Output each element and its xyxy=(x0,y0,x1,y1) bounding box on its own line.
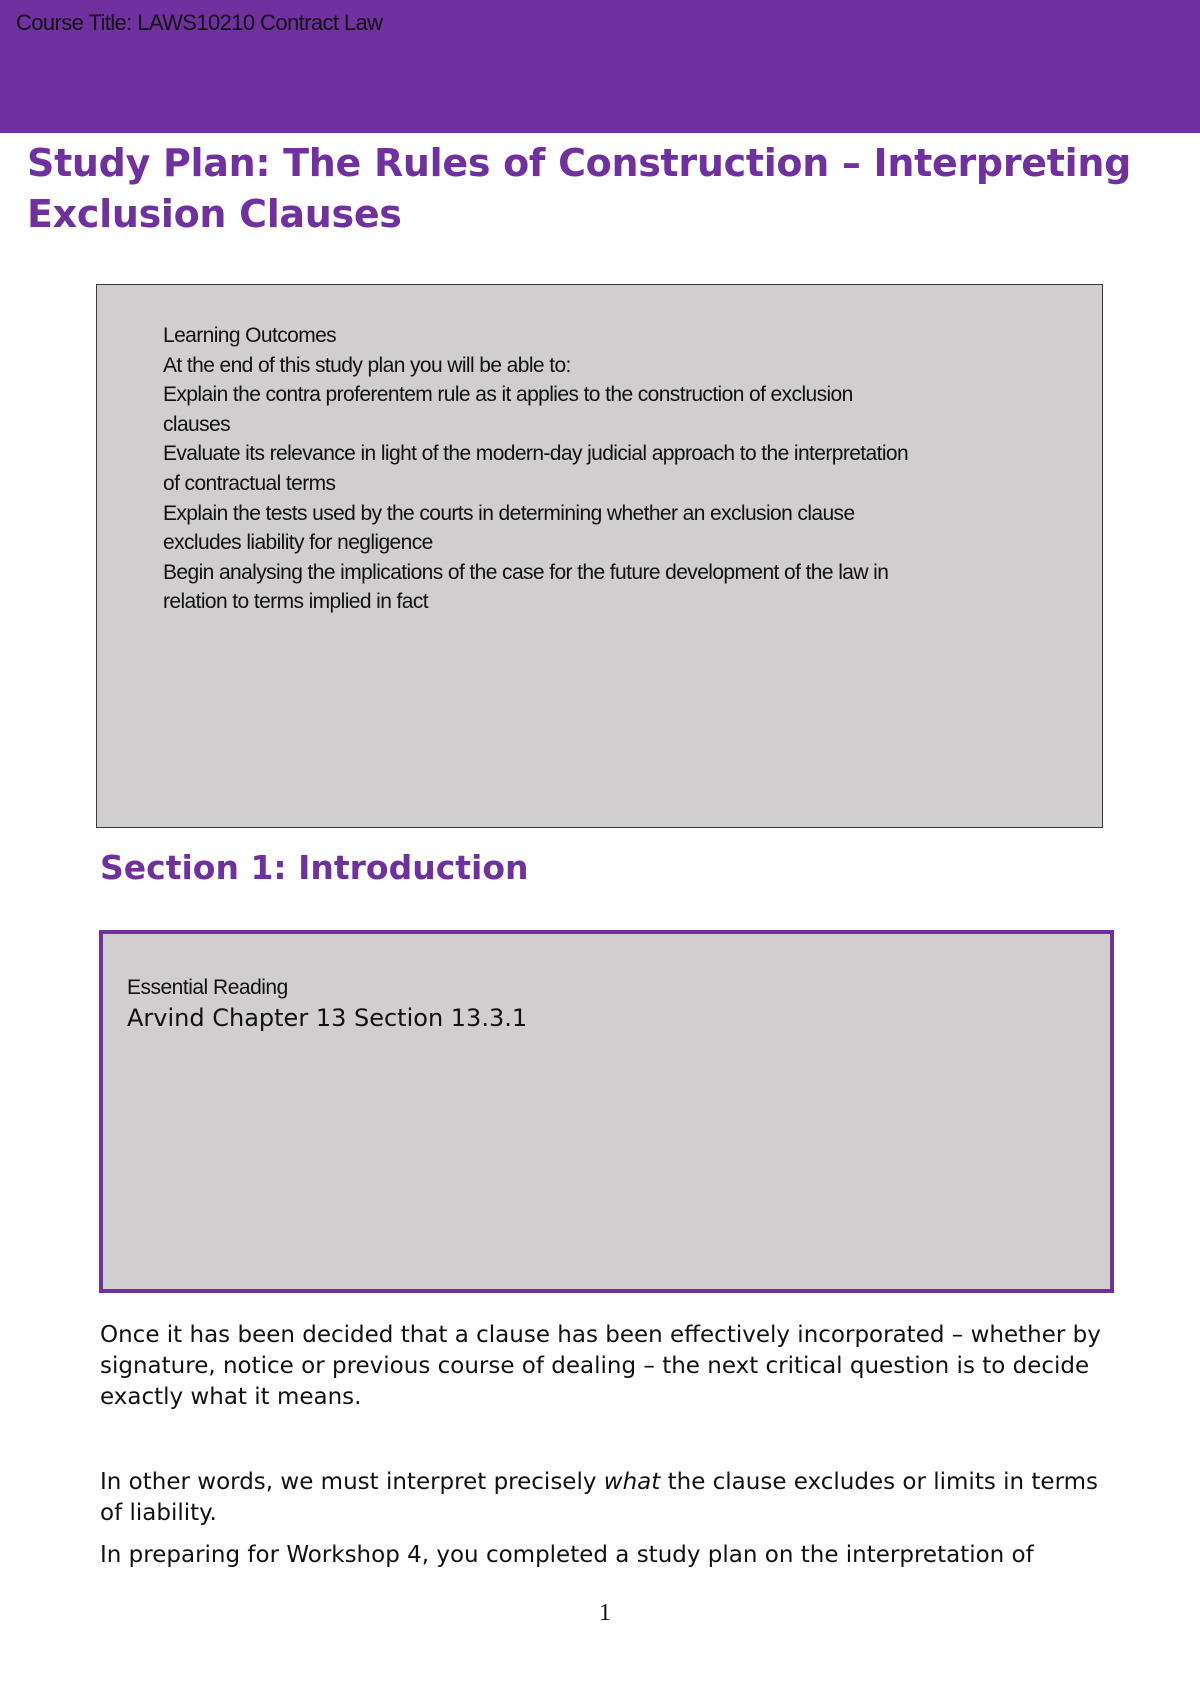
learning-outcome-item: Begin analysing the implications of the case for the future development of the law in relation to terms implied in fact xyxy=(163,560,889,614)
course-title: Course Title: LAWS10210 Contract Law xyxy=(16,10,383,35)
emphasis-text: what xyxy=(603,1469,661,1495)
page-title: Study Plan: The Rules of Construction – Interpreting Exclusion Clauses xyxy=(27,141,1131,236)
body-paragraph xyxy=(100,1467,1110,1529)
learning-outcomes-box xyxy=(96,284,1103,828)
body-text: In other words, we must interpret precisely xyxy=(100,1469,604,1495)
essential-reading-text: Arvind Chapter 13 Section 13.3.1 xyxy=(127,1004,528,1032)
learning-outcomes-intro: At the end of this study plan you will be able to: xyxy=(163,353,571,377)
page-number: 1 xyxy=(599,1600,611,1626)
learning-outcomes-heading: Learning Outcomes xyxy=(163,324,337,347)
learning-outcome-item: Explain the contra proferentem rule as it applies to the construction of exclusion clauses xyxy=(163,383,853,436)
learning-outcomes-content xyxy=(163,321,923,617)
learning-outcome-item: Evaluate its relevance in light of the modern-day judicial approach to the interpretation of contractual terms xyxy=(163,442,909,495)
essential-reading-box xyxy=(99,930,1114,1293)
header-band xyxy=(0,0,1200,133)
body-paragraph: In preparing for Workshop 4, you completed a study plan on the interpretation of xyxy=(100,1542,1034,1568)
section-heading: Section 1: Introduction xyxy=(100,848,529,887)
essential-reading-label: Essential Reading xyxy=(127,976,288,999)
learning-outcome-item: Explain the tests used by the courts in determining whether an exclusion clause excludes liability for negligence xyxy=(163,501,855,555)
body-text: the clause excludes or limits in terms of liability. xyxy=(100,1469,1099,1526)
body-paragraph: Once it has been decided that a clause has been effectively incorporated – whether by signature, notice or previous course of dealing – the next critical question is to decide exactly what it means. xyxy=(100,1322,1101,1410)
